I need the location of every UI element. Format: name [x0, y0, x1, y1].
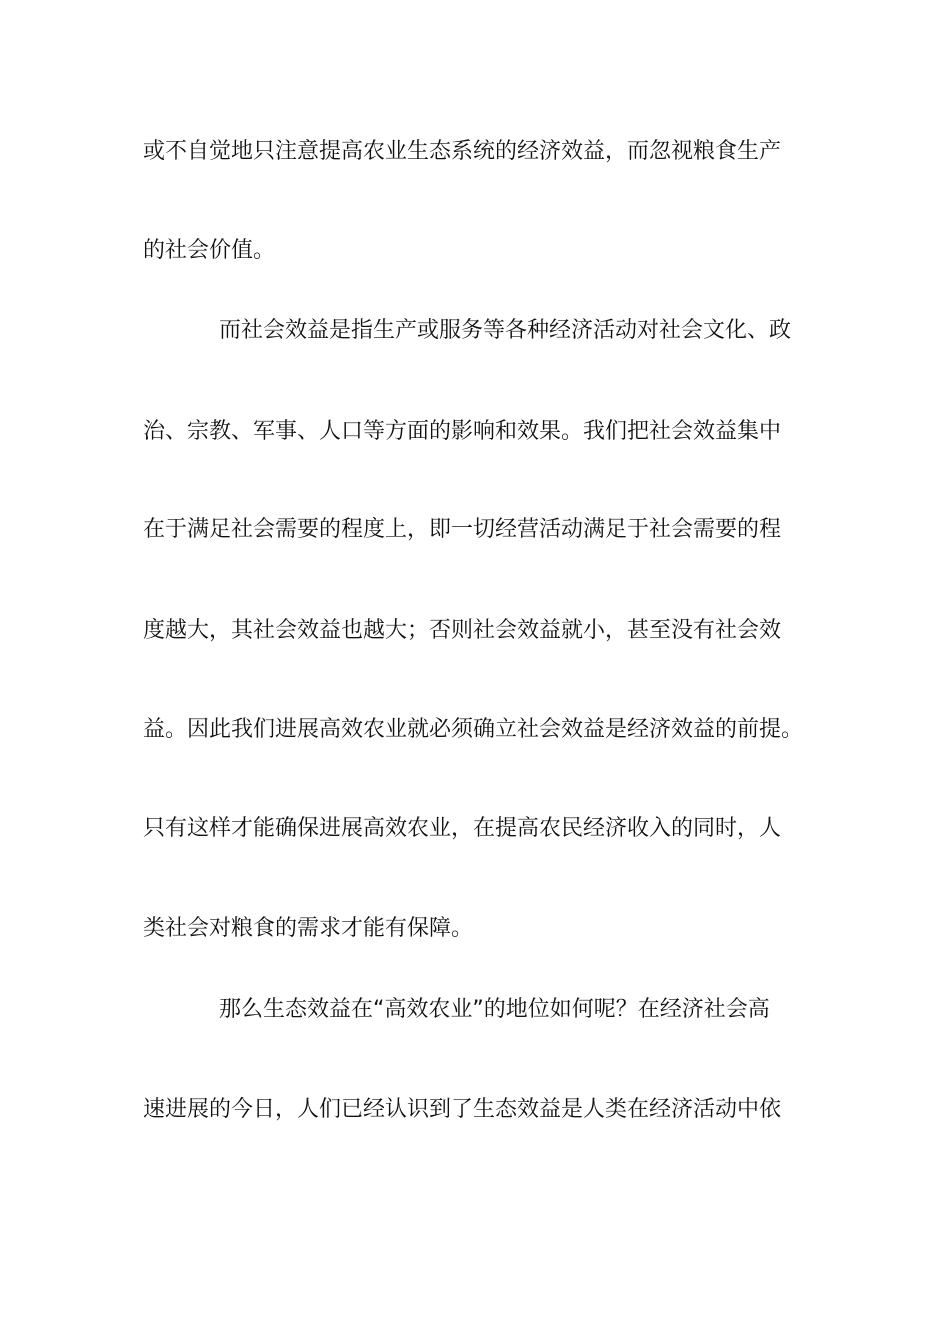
text-line: 的社会价值。 [143, 238, 276, 263]
text-line: 速进展的今日，人们已经认识到了生态效益是人类在经济活动中依 [143, 1097, 782, 1122]
paragraph-start-line: 那么生态效益在“高效农业”的地位如何呢？在经济社会高 [219, 997, 770, 1022]
text-line: 治、宗教、军事、人口等方面的影响和效果。我们把社会效益集中 [143, 419, 782, 444]
text-line: 或不自觉地只注意提高农业生态系统的经济效益，而忽视粮食生产 [143, 139, 782, 164]
text-line: 类社会对粮食的需求才能有保障。 [143, 916, 474, 941]
paragraph-start-line: 而社会效益是指生产或服务等各种经济活动对社会文化、政 [219, 318, 792, 343]
text-line: 度越大，其社会效益也越大；否则社会效益就小，甚至没有社会效 [143, 618, 782, 643]
text-line: 只有这样才能确保进展高效农业，在提高农民经济收入的同时，人 [143, 816, 782, 841]
text-line: 益。因此我们进展高效农业就必须确立社会效益是经济效益的前提。 [143, 717, 804, 742]
text-line: 在于满足社会需要的程度上，即一切经营活动满足于社会需要的程 [143, 517, 782, 542]
